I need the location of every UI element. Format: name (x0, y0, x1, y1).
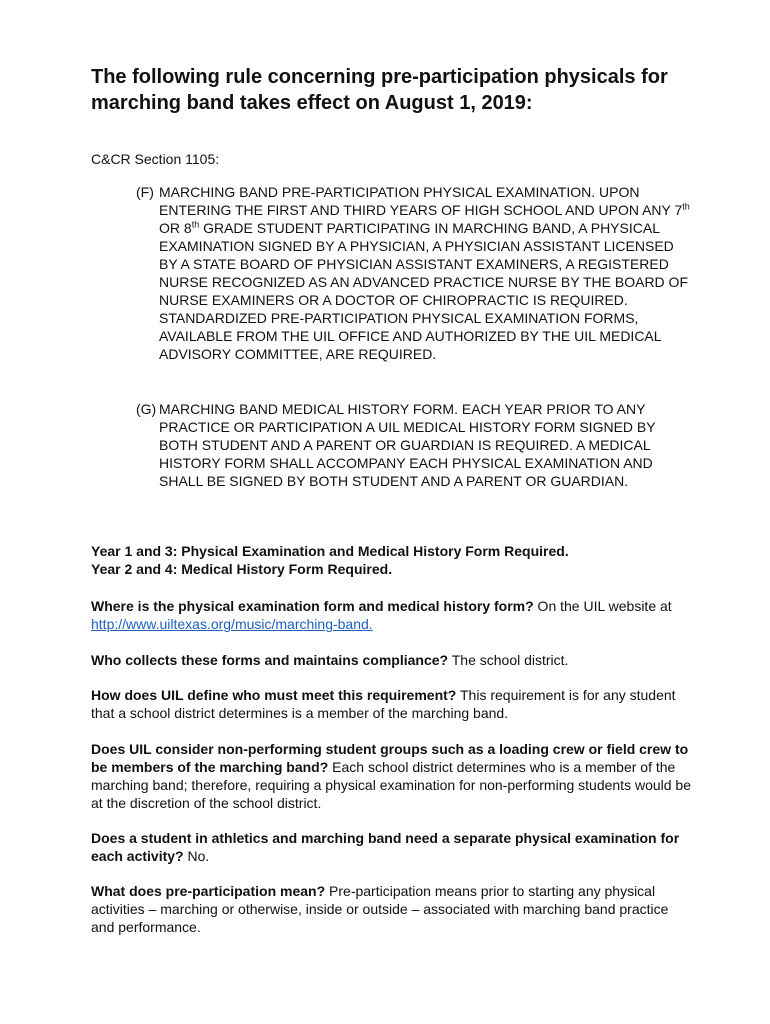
faq-question: Does a student in athletics and marching band need a separate physical examination for each activity? (91, 830, 680, 864)
faq-answer: On the UIL website at (533, 598, 672, 614)
year-1-3-requirement: Year 1 and 3: Physical Examination and Medical History Form Required. (91, 543, 569, 559)
faq-answer: No. (183, 848, 210, 864)
page-title: The following rule concerning pre-participation physicals for marching band takes effect on August 1, 2019: (91, 66, 668, 114)
faq-item (91, 829, 691, 865)
rule-f-text-part-2: OR 8 (159, 220, 192, 236)
rule-g-text: MARCHING BAND MEDICAL HISTORY FORM. EACH YEAR PRIOR TO ANY PRACTICE OR PARTICIPATION A UIL MEDICAL HISTORY FORM SIGNED BY BOTH STUDENT AND A PARENT OR GUARDIAN IS REQUIRED. A MEDICAL HISTORY FORM SHALL ACCOMPANY EACH PHYSICAL EXAMINATION AND SHALL BE SIGNED BY BOTH STUDENT AND A PARENT OR GUARDIAN. (159, 401, 656, 489)
rule-f (136, 183, 696, 363)
faq-item (91, 740, 691, 812)
section-reference: C&CR Section 1105: (91, 151, 220, 167)
rule-f-superscript-1: th (682, 201, 690, 212)
rule-f-superscript-2: th (191, 219, 200, 230)
faq-answer: This requirement is for any student that a school district determines is a member of the marching band. (91, 687, 676, 721)
faq-item (91, 882, 691, 936)
faq-question: How does UIL define who must meet this requirement? (91, 687, 457, 703)
faq-item (91, 597, 691, 633)
rule-g (136, 400, 696, 490)
faq-question: Does UIL consider non-performing student groups such as a loading crew or field crew to be members of the marching band? (91, 741, 689, 775)
faq-answer: The school district. (448, 652, 569, 668)
faq-question: Who collects these forms and maintains compliance? (91, 652, 449, 668)
rule-f-text-part-1: MARCHING BAND PRE-PARTICIPATION PHYSICAL EXAMINATION. UPON ENTERING THE FIRST AND THIRD YEARS OF HIGH SCHOOL AND UPON ANY 7 (159, 184, 683, 218)
faq-item (91, 651, 691, 669)
year-requirements (91, 542, 691, 578)
faq-question: What does pre-participation mean? (91, 883, 326, 899)
faq-item (91, 686, 691, 722)
faq-answer: Pre-participation means prior to starting any physical activities – marching or otherwise, inside or outside – associated with marching band practice and performance. (91, 883, 669, 935)
rule-g-letter: (G) (136, 401, 157, 417)
rule-f-letter: (F) (136, 184, 154, 200)
year-2-4-requirement: Year 2 and 4: Medical History Form Required. (91, 561, 393, 577)
rule-f-text-part-3: GRADE STUDENT PARTICIPATING IN MARCHING BAND, A PHYSICAL EXAMINATION SIGNED BY A PHYSICIAN, A PHYSICIAN ASSISTANT LICENSED BY A STATE BOARD OF PHYSICIAN ASSISTANT EXAMINERS, A REGISTERED NURSE RECOGNIZED AS AN ADVANCED PRACTICE NURSE BY THE BOARD OF NURSE EXAMINERS OR A DOCTOR OF CHIROPRACTIC IS REQUIRED. STANDARDIZED PRE-PARTICIPATION PHYSICAL EXAMINATION FORMS, AVAILABLE FROM THE UIL OFFICE AND AUTHORIZED BY THE UIL MEDICAL ADVISORY COMMITTEE, ARE REQUIRED. (159, 220, 688, 362)
marching-band-link[interactable]: http://www.uiltexas.org/music/marching-band. (91, 616, 373, 632)
faq-answer: Each school district determines who is a member of the marching band; therefore, requiring a physical examination for non-performing students would be at the discretion of the school district. (91, 759, 692, 811)
rule-f-text (136, 183, 696, 363)
faq-question: Where is the physical examination form and medical history form? (91, 598, 534, 614)
